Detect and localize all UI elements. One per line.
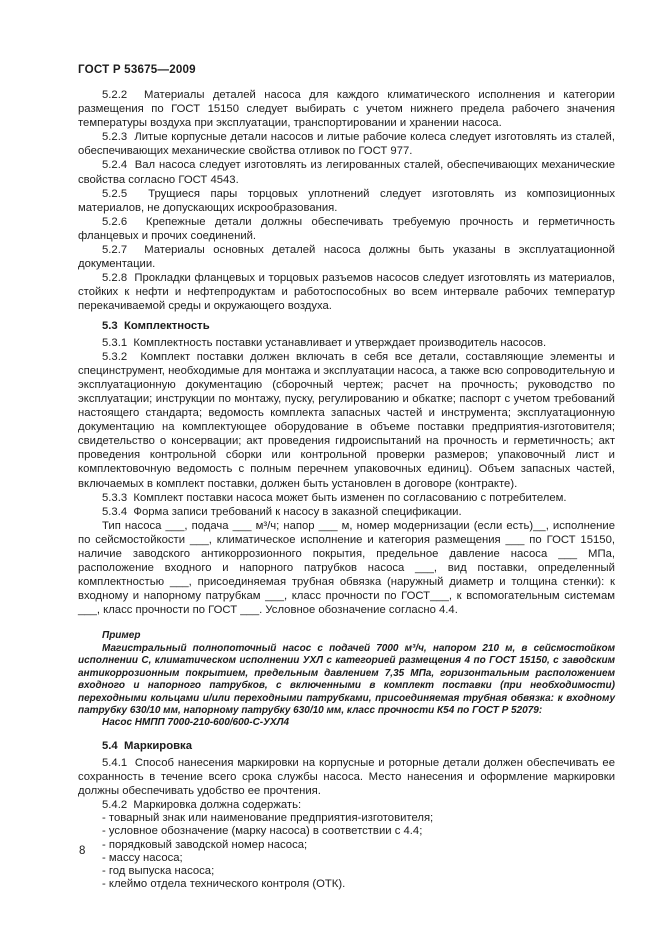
order-spec-form-paragraph: Тип насоса ___, подача ___ м³/ч; напор ___ м, номер модернизации (если есть)__, исполнение по сейсмостойкости ___, климатическое исполнение и категория размещения ___ по ГОСТ 15150, наличие заводского антикоррозионного покрытия, предельное давление насоса ___ МПа, расположение входного и напорного патрубков насоса ___, вид поставки, определенный комплектностью ___, присоединяемая трубная обвязка (наружный диаметр и толщина стенки): к входному и напорному патрубкам ___, класс прочности по ГОСТ___, к вспомогательным системам ___, класс прочности по ГОСТ ___. Условное обозначение согласно 4.4.: [78, 519, 615, 617]
example-block: [78, 630, 615, 729]
doc-header: ГОСТ Р 53675—2009: [78, 63, 196, 76]
para-5-2-8: 5.2.8 Прокладки фланцевых и торцовых разъемов насосов следует изготовлять из материалов, стойких к нефти и нефтепродуктам и работоспособных во всем интервале рабочих температур перекачиваемой среды и окружающего воздуха.: [78, 272, 615, 313]
list-item: - товарный знак или наименование предприятия-изготовителя;: [102, 812, 434, 825]
para-5-2-5: 5.2.5 Трущиеся пары торцовых уплотнений следует изготовлять из композиционных материалов, не допускающих искрообразования.: [78, 187, 615, 214]
list-item: - клеймо отдела технического контроля (ОТК).: [102, 878, 346, 891]
para-5-2-3: 5.2.3 Литые корпусные детали насосов и литые рабочие колеса следует изготовлять из сталей, обеспечивающих механические свойства отливок по ГОСТ 977.: [78, 131, 615, 158]
marking-requirements-list: [78, 812, 615, 891]
para-5-2-4: 5.2.4 Вал насоса следует изготовлять из легированных сталей, обеспечивающих механические свойства согласно ГОСТ 4543.: [78, 159, 615, 186]
section-heading-5-3: 5.3 Комплектность: [102, 319, 210, 332]
list-item: - порядковый заводской номер насоса;: [102, 838, 308, 851]
para-5-4-2: 5.4.2 Маркировка должна содержать:: [102, 799, 302, 812]
para-5-3-4: 5.3.4 Форма записи требований к насосу в заказной спецификации.: [102, 505, 462, 518]
list-item: - год выпуска насоса;: [102, 865, 215, 877]
doc-body: [78, 88, 615, 891]
para-5-2-6: 5.2.6 Крепежные детали должны обеспечивать требуемую прочность и герметичность фланцевых и прочих соединений.: [78, 215, 615, 242]
list-item: - условное обозначение (марку насоса) в соответствии с 4.4;: [102, 825, 423, 838]
list-item: - массу насоса;: [102, 851, 183, 864]
para-5-3-2: 5.3.2 Комплект поставки должен включать в себя все детали, составляющие элементы и специнструмент, необходимые для монтажа и эксплуатации насоса, а также всю сопроводительную и эксплуатационную документацию (сборочный чертеж; расчет на прочность; руководство по эксплуатации; инструкции по монтажу, пуску, регулированию и обкатке; паспорт с учетом требований настоящего стандарта; ведомость комплекта запасных частей и инструмента; эксплуатационную документацию на комплектующее оборудование в объеме поставки предприятия-изготовителя; свидетельство о консервации; акт проведения гидроиспытаний на прочность и герметичность; акт проведения контрольной сборки или контрольной проверки размеров; упаковочный лист и комплектовочную ведомость с полным перечнем упаковочных единиц). Объем запасных частей, включаемых в комплект поставки, должен быть установлен в договоре (контракте).: [78, 350, 615, 490]
para-5-3-3: 5.3.3 Комплект поставки насоса может быть изменен по согласованию с потребителем.: [102, 491, 567, 504]
page-number: 8: [79, 845, 86, 857]
para-5-4-1: 5.4.1 Способ нанесения маркировки на корпусные и роторные детали должен обеспечивать ее сохранность в течение всего срока службы насоса. Место нанесения и оформление маркировки должны обеспечивать удобство ее прочтения.: [78, 756, 615, 797]
section-heading-5-4: 5.4 Маркировка: [102, 739, 192, 752]
para-5-2-2: 5.2.2 Материалы деталей насоса для каждого климатического исполнения и категории размещения по ГОСТ 15150 следует выбирать с учетом нижнего предела рабочего значения температуры воздуха при эксплуатации, транспортировании и хранении насоса.: [78, 89, 615, 130]
example-pump-designation: Насос НМПП 7000-210-600/600-С-УХЛ4: [102, 717, 290, 729]
para-5-3-1: 5.3.1 Комплектность поставки устанавливает и утверждает производитель насосов.: [102, 336, 547, 349]
example-text: Магистральный полнопоточный насос с подачей 7000 м³/ч, напором 210 м, в сейсмостойком исполнении С, климатическом исполнении УХЛ с категорией размещения 4 по ГОСТ 15150, с заводским антикоррозионным покрытием, предельным давлением 7,35 МПа, горизонтальным расположением входного и напорного патрубков, с включенными в комплект поставки (при необходимости) переходными кольцами и/или переходными патрубками, присоединяемая трубная обвязка: к входному патрубку 630/10 мм, напорному патрубку 630/10 мм, класс прочности К54 по ГОСТ Р 52079:: [78, 642, 615, 716]
para-5-2-7: 5.2.7 Материалы основных деталей насоса должны быть указаны в эксплуатационной документации.: [78, 244, 615, 271]
example-label: Пример: [102, 630, 141, 642]
